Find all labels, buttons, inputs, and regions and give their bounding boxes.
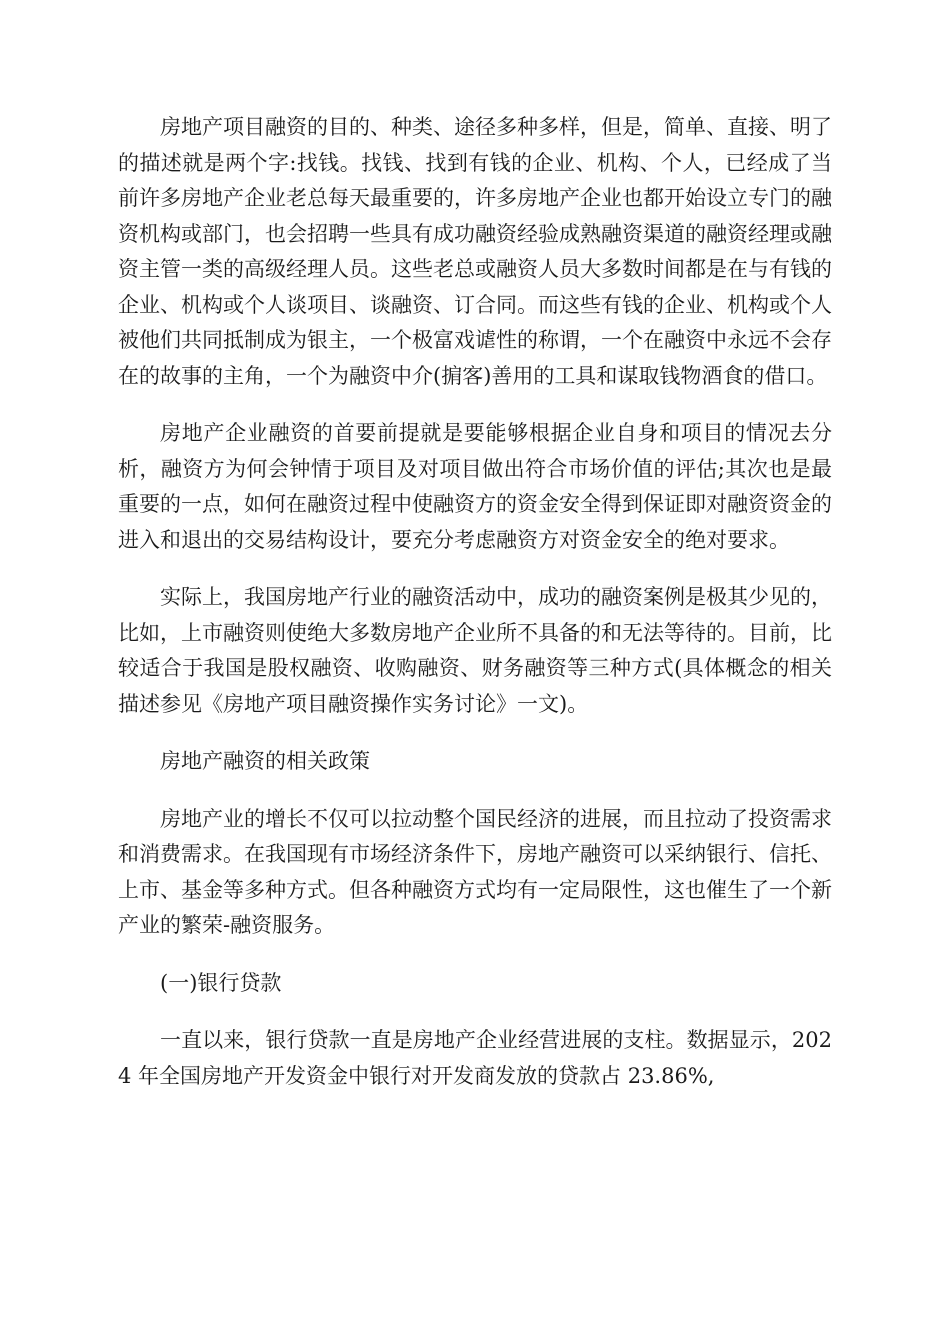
section-heading-policy: 房地产融资的相关政策 bbox=[160, 749, 370, 773]
paragraph-financing-premise: 房地产企业融资的首要前提就是要能够根据企业自身和项目的情况去分析，融资方为何会钟情于项目及对项目做出符合市场价值的评估;其次也是最重要的一点，如何在融资过程中使融资方的资金安全得到保证即对融资资金的进入和退出的交易结构设计，要充分考虑融资方对资金安全的绝对要求。 bbox=[118, 421, 832, 552]
section-heading-bank-loan: (一)银行贷款 bbox=[160, 970, 282, 995]
paragraph-financing-purpose: 房地产项目融资的目的、种类、途径多种多样，但是，简单、直接、明了的描述就是两个字:找钱。找钱、找到有钱的企业、机构、个人，已经成了当前许多房地产企业老总每天最重要的，许多房地产企业也都开始设立专门的融资机构或部门，也会招聘一些具有成功融资经验成熟融资渠道的融资经理或融资主管一类的高级经理人员。这些老总或融资人员大多数时间都是在与有钱的企业、机构或个人谈项目、谈融资、订合同。而这些有钱的企业、机构或个人被他们共同抵制成为银主，一个极富戏谑性的称谓，一个在融资中永远不会存在的故事的主角，一个为融资中介(掮客)善用的工具和谋取钱物酒食的借口。 bbox=[118, 115, 832, 388]
paragraph-bank-loan: 一直以来，银行贷款一直是房地产企业经营进展的支柱。数据显示，2024 年全国房地产开发资金中银行对开发商发放的贷款占 23.86%, bbox=[118, 1028, 832, 1088]
paragraph-financing-methods: 实际上，我国房地产行业的融资活动中，成功的融资案例是极其少见的，比如，上市融资则使绝大多数房地产企业所不具备的和无法等待的。目前，比较适合于我国是股权融资、收购融资、财务融资等三种方式(具体概念的相关描述参见《房地产项目融资操作实务讨论》一文)。 bbox=[118, 585, 832, 716]
document-page bbox=[118, 110, 832, 1116]
paragraph-policy: 房地产业的增长不仅可以拉动整个国民经济的进展，而且拉动了投资需求和消费需求。在我国现有市场经济条件下，房地产融资可以采纳银行、信托、上市、基金等多种方式。但各种融资方式均有一定局限性，这也催生了一个新产业的繁荣-融资服务。 bbox=[118, 806, 832, 937]
